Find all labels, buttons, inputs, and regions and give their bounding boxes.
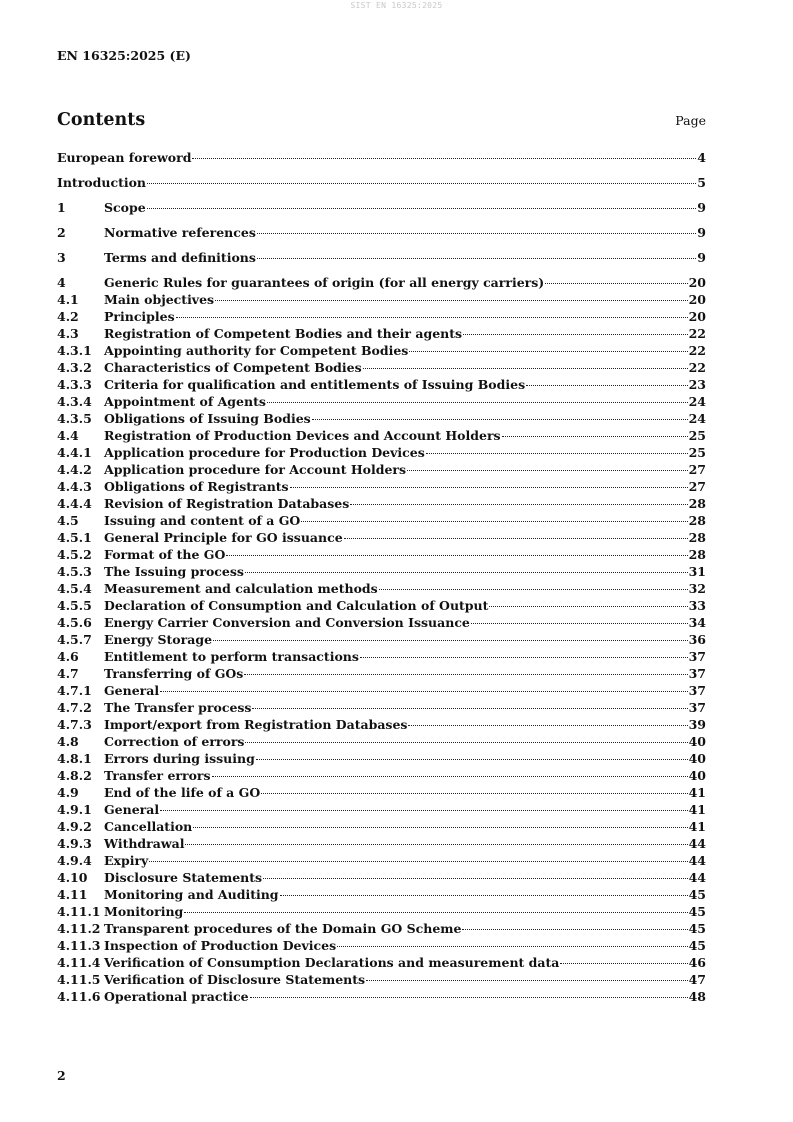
toc-section-number: 4.11.2 bbox=[57, 921, 101, 936]
toc-section-number: 4.7.2 bbox=[57, 700, 92, 715]
toc-dot-leader bbox=[489, 606, 687, 607]
toc-section-number: 4.5.4 bbox=[57, 581, 92, 596]
toc-page-number: 22 bbox=[688, 360, 706, 375]
toc-dot-leader bbox=[226, 555, 687, 556]
toc-page-number: 44 bbox=[688, 836, 706, 851]
toc-section-number: 4.5.2 bbox=[57, 547, 92, 562]
toc-section-title: Application procedure for Production Devices bbox=[104, 445, 425, 460]
toc-dot-leader bbox=[462, 929, 687, 930]
toc-entry[interactable] bbox=[57, 920, 706, 937]
toc-dot-leader bbox=[192, 158, 696, 159]
toc-page-number: 36 bbox=[688, 632, 706, 647]
toc-dot-leader bbox=[244, 674, 687, 675]
toc-section-number: 4.9 bbox=[57, 785, 79, 800]
toc-entry[interactable] bbox=[57, 546, 706, 563]
toc-section-number: 4.5.1 bbox=[57, 530, 92, 545]
toc-dot-leader bbox=[261, 793, 687, 794]
toc-dot-leader bbox=[213, 640, 688, 641]
toc-dot-leader bbox=[263, 878, 688, 879]
toc-section-number: 4.5 bbox=[57, 513, 79, 528]
toc-dot-leader bbox=[256, 759, 688, 760]
toc-section-number: 4.3.5 bbox=[57, 411, 92, 426]
toc-entry[interactable] bbox=[57, 359, 706, 376]
toc-dot-leader bbox=[545, 283, 687, 284]
toc-dot-leader bbox=[149, 861, 687, 862]
toc-dot-leader bbox=[409, 351, 687, 352]
toc-section-title: Normative references bbox=[104, 225, 256, 240]
toc-section-title: Main objectives bbox=[104, 292, 215, 307]
toc-section-number: 4.11 bbox=[57, 887, 88, 902]
toc-section-number: 4.9.3 bbox=[57, 836, 92, 851]
toc-dot-leader bbox=[379, 589, 688, 590]
toc-entry[interactable] bbox=[57, 308, 706, 325]
toc-entry[interactable] bbox=[57, 376, 706, 393]
toc-dot-leader bbox=[245, 572, 688, 573]
toc-page-number: 40 bbox=[688, 734, 706, 749]
toc-section-title: Verification of Disclosure Statements bbox=[104, 972, 366, 987]
toc-page-number: 41 bbox=[688, 785, 706, 800]
toc-section-title: Withdrawal bbox=[104, 836, 185, 851]
toc-section-title: Energy Storage bbox=[104, 632, 213, 647]
toc-section-number: 4.3.2 bbox=[57, 360, 92, 375]
toc-page-number: 37 bbox=[688, 683, 706, 698]
toc-page-number: 41 bbox=[688, 819, 706, 834]
toc-dot-leader bbox=[184, 912, 687, 913]
toc-entry[interactable] bbox=[57, 801, 706, 818]
toc-dot-leader bbox=[257, 233, 696, 234]
toc-entry[interactable] bbox=[57, 461, 706, 478]
toc-section-number: 4.8.1 bbox=[57, 751, 92, 766]
toc-entry[interactable] bbox=[57, 699, 706, 716]
toc-entry[interactable] bbox=[57, 631, 706, 648]
toc-entry[interactable] bbox=[57, 274, 706, 291]
toc-page-number: 20 bbox=[688, 275, 706, 290]
toc-dot-leader bbox=[257, 258, 696, 259]
toc-page-number: 47 bbox=[688, 972, 706, 987]
toc-section-title: General Principle for GO issuance bbox=[104, 530, 343, 545]
toc-page-number: 23 bbox=[688, 377, 706, 392]
table-of-contents bbox=[57, 149, 706, 1005]
contents-title: Contents bbox=[57, 110, 146, 130]
toc-page-number: 31 bbox=[688, 564, 706, 579]
toc-dot-leader bbox=[147, 208, 697, 209]
toc-section-title: Correction of errors bbox=[104, 734, 245, 749]
toc-entry[interactable] bbox=[57, 818, 706, 835]
toc-section-number: 4.11.3 bbox=[57, 938, 101, 953]
toc-page-number: 37 bbox=[688, 649, 706, 664]
toc-section-title: Registration of Production Devices and Account Holders bbox=[104, 428, 501, 443]
toc-entry[interactable] bbox=[57, 733, 706, 750]
toc-entry[interactable] bbox=[57, 529, 706, 546]
toc-section-number: 4.4.1 bbox=[57, 445, 92, 460]
toc-page-number: 25 bbox=[688, 428, 706, 443]
toc-page-number: 24 bbox=[688, 394, 706, 409]
toc-section-title: Characteristics of Competent Bodies bbox=[104, 360, 362, 375]
toc-dot-leader bbox=[502, 436, 688, 437]
toc-dot-leader bbox=[426, 453, 688, 454]
toc-section-title: Generic Rules for guarantees of origin (for all energy carriers) bbox=[104, 275, 545, 290]
toc-section-number: 4.5.3 bbox=[57, 564, 92, 579]
toc-page-number: 28 bbox=[688, 496, 706, 511]
toc-entry[interactable] bbox=[57, 682, 706, 699]
toc-section-number: 4.11.4 bbox=[57, 955, 101, 970]
toc-section-number: 4.8.2 bbox=[57, 768, 92, 783]
toc-entry[interactable] bbox=[57, 937, 706, 954]
toc-entry[interactable] bbox=[57, 224, 706, 241]
toc-section-title: Verification of Consumption Declarations and measurement data bbox=[104, 955, 560, 970]
toc-section-title: Measurement and calculation methods bbox=[104, 581, 378, 596]
toc-section-number: 4.4 bbox=[57, 428, 79, 443]
toc-page-number: 22 bbox=[688, 326, 706, 341]
toc-page-number: 27 bbox=[688, 479, 706, 494]
toc-section-title: Transparent procedures of the Domain GO Scheme bbox=[104, 921, 462, 936]
toc-section-title: Monitoring and Auditing bbox=[104, 887, 279, 902]
toc-entry[interactable] bbox=[57, 199, 706, 216]
toc-entry[interactable] bbox=[57, 954, 706, 971]
toc-section-title: Terms and definitions bbox=[104, 250, 256, 265]
toc-page-number: 4 bbox=[697, 150, 706, 165]
contents-heading bbox=[57, 110, 706, 130]
toc-dot-leader bbox=[360, 657, 688, 658]
toc-section-number: 4.6 bbox=[57, 649, 79, 664]
toc-section-number: 4.3.3 bbox=[57, 377, 92, 392]
toc-section-title: Disclosure Statements bbox=[104, 870, 263, 885]
toc-page-number: 45 bbox=[688, 921, 706, 936]
toc-section-title: Transfer errors bbox=[104, 768, 211, 783]
toc-section-number: 4.9.2 bbox=[57, 819, 92, 834]
toc-section-number: 3 bbox=[57, 250, 66, 265]
toc-page-number: 41 bbox=[688, 802, 706, 817]
watermark: SIST EN 16325:2025 bbox=[350, 1, 443, 10]
toc-section-title: Errors during issuing bbox=[104, 751, 255, 766]
toc-entry[interactable] bbox=[57, 149, 706, 166]
toc-section-title: European foreword bbox=[57, 150, 192, 165]
toc-section-number: 4.9.1 bbox=[57, 802, 92, 817]
toc-page-number: 33 bbox=[688, 598, 706, 613]
toc-entry[interactable] bbox=[57, 886, 706, 903]
toc-section-number: 4.10 bbox=[57, 870, 88, 885]
toc-section-number: 2 bbox=[57, 225, 66, 240]
toc-section-number: 4.5.6 bbox=[57, 615, 92, 630]
toc-dot-leader bbox=[212, 776, 688, 777]
toc-section-title: Cancellation bbox=[104, 819, 193, 834]
toc-page-number: 5 bbox=[697, 175, 706, 190]
toc-dot-leader bbox=[366, 980, 688, 981]
toc-section-title: Transferring of GOs bbox=[104, 666, 244, 681]
toc-dot-leader bbox=[301, 521, 687, 522]
toc-section-number: 4.2 bbox=[57, 309, 79, 324]
toc-page-number: 37 bbox=[688, 700, 706, 715]
toc-section-number: 1 bbox=[57, 200, 66, 215]
toc-entry[interactable] bbox=[57, 767, 706, 784]
toc-page-number: 45 bbox=[688, 938, 706, 953]
toc-dot-leader bbox=[526, 385, 687, 386]
toc-section-number: 4.4.3 bbox=[57, 479, 92, 494]
toc-dot-leader bbox=[185, 844, 687, 845]
toc-dot-leader bbox=[280, 895, 688, 896]
toc-dot-leader bbox=[147, 183, 696, 184]
toc-section-title: Energy Carrier Conversion and Conversion Issuance bbox=[104, 615, 470, 630]
toc-entry[interactable] bbox=[57, 750, 706, 767]
toc-entry[interactable] bbox=[57, 393, 706, 410]
toc-page-number: 34 bbox=[688, 615, 706, 630]
toc-page-number: 9 bbox=[697, 250, 706, 265]
toc-entry[interactable] bbox=[57, 614, 706, 631]
toc-section-title: Revision of Registration Databases bbox=[104, 496, 350, 511]
toc-entry[interactable] bbox=[57, 665, 706, 682]
toc-section-title: Obligations of Registrants bbox=[104, 479, 289, 494]
toc-section-number: 4.3.4 bbox=[57, 394, 92, 409]
toc-section-number: 4.4.2 bbox=[57, 462, 92, 477]
toc-entry[interactable] bbox=[57, 410, 706, 427]
toc-dot-leader bbox=[471, 623, 688, 624]
toc-section-number: 4.1 bbox=[57, 292, 79, 307]
toc-section-number: 4.5.7 bbox=[57, 632, 92, 647]
toc-section-title: The Issuing process bbox=[104, 564, 244, 579]
toc-section-title: End of the life of a GO bbox=[104, 785, 261, 800]
toc-entry[interactable] bbox=[57, 580, 706, 597]
toc-section-number: 4.11.5 bbox=[57, 972, 101, 987]
toc-page-number: 48 bbox=[688, 989, 706, 1004]
toc-entry[interactable] bbox=[57, 174, 706, 191]
document-id: EN 16325:2025 (E) bbox=[57, 48, 191, 63]
toc-dot-leader bbox=[408, 725, 687, 726]
toc-dot-leader bbox=[363, 368, 688, 369]
toc-dot-leader bbox=[160, 810, 687, 811]
toc-entry[interactable] bbox=[57, 648, 706, 665]
toc-dot-leader bbox=[245, 742, 687, 743]
toc-section-number: 4.7.3 bbox=[57, 717, 92, 732]
toc-page-number: 45 bbox=[688, 887, 706, 902]
toc-page-number: 32 bbox=[688, 581, 706, 596]
toc-page-number: 44 bbox=[688, 870, 706, 885]
toc-page-number: 46 bbox=[688, 955, 706, 970]
toc-page-number: 28 bbox=[688, 547, 706, 562]
toc-section-title: Principles bbox=[104, 309, 175, 324]
toc-dot-leader bbox=[312, 419, 688, 420]
toc-entry[interactable] bbox=[57, 835, 706, 852]
toc-page-number: 9 bbox=[697, 225, 706, 240]
toc-page-number: 37 bbox=[688, 666, 706, 681]
toc-page-number: 20 bbox=[688, 309, 706, 324]
toc-entry[interactable] bbox=[57, 716, 706, 733]
toc-entry[interactable] bbox=[57, 495, 706, 512]
toc-page-number: 20 bbox=[688, 292, 706, 307]
toc-dot-leader bbox=[160, 691, 687, 692]
toc-section-number: 4.7.1 bbox=[57, 683, 92, 698]
toc-entry[interactable] bbox=[57, 597, 706, 614]
toc-entry[interactable] bbox=[57, 971, 706, 988]
toc-page-number: 22 bbox=[688, 343, 706, 358]
toc-section-title: Import/export from Registration Databases bbox=[104, 717, 408, 732]
toc-section-number: 4.5.5 bbox=[57, 598, 92, 613]
toc-section-number: 4.7 bbox=[57, 666, 79, 681]
toc-section-title: Scope bbox=[104, 200, 146, 215]
toc-page-number: 27 bbox=[688, 462, 706, 477]
toc-dot-leader bbox=[176, 317, 688, 318]
toc-dot-leader bbox=[290, 487, 688, 488]
toc-section-title: Introduction bbox=[57, 175, 147, 190]
toc-entry[interactable] bbox=[57, 869, 706, 886]
toc-page-number: 44 bbox=[688, 853, 706, 868]
toc-entry[interactable] bbox=[57, 563, 706, 580]
toc-section-title: Obligations of Issuing Bodies bbox=[104, 411, 311, 426]
toc-entry[interactable] bbox=[57, 478, 706, 495]
toc-page-number: 28 bbox=[688, 530, 706, 545]
toc-dot-leader bbox=[560, 963, 687, 964]
toc-section-title: Issuing and content of a GO bbox=[104, 513, 301, 528]
toc-section-title: Declaration of Consumption and Calculation of Output bbox=[104, 598, 489, 613]
toc-section-title: Appointment of Agents bbox=[104, 394, 266, 409]
toc-section-title: Format of the GO bbox=[104, 547, 226, 562]
toc-section-title: Monitoring bbox=[104, 904, 184, 919]
toc-section-title: Appointing authority for Competent Bodies bbox=[104, 343, 409, 358]
toc-dot-leader bbox=[193, 827, 687, 828]
toc-page-number: 24 bbox=[688, 411, 706, 426]
toc-entry[interactable] bbox=[57, 444, 706, 461]
toc-section-number: 4.11.6 bbox=[57, 989, 101, 1004]
toc-page-number: 40 bbox=[688, 768, 706, 783]
toc-entry[interactable] bbox=[57, 325, 706, 342]
toc-entry[interactable] bbox=[57, 988, 706, 1005]
toc-entry[interactable] bbox=[57, 852, 706, 869]
toc-section-title: The Transfer process bbox=[104, 700, 252, 715]
toc-entry[interactable] bbox=[57, 427, 706, 444]
page-number: 2 bbox=[57, 1068, 66, 1083]
toc-section-number: 4 bbox=[57, 275, 66, 290]
toc-section-title: Criteria for qualification and entitlements of Issuing Bodies bbox=[104, 377, 526, 392]
toc-page-number: 28 bbox=[688, 513, 706, 528]
toc-section-number: 4.9.4 bbox=[57, 853, 92, 868]
toc-section-title: Application procedure for Account Holders bbox=[104, 462, 407, 477]
toc-entry[interactable] bbox=[57, 249, 706, 266]
toc-section-number: 4.11.1 bbox=[57, 904, 101, 919]
toc-dot-leader bbox=[250, 997, 688, 998]
toc-dot-leader bbox=[463, 334, 688, 335]
toc-page-number: 25 bbox=[688, 445, 706, 460]
toc-section-title: Operational practice bbox=[104, 989, 249, 1004]
toc-dot-leader bbox=[215, 300, 688, 301]
toc-entry[interactable] bbox=[57, 342, 706, 359]
toc-page-number: 45 bbox=[688, 904, 706, 919]
toc-section-number: 4.8 bbox=[57, 734, 79, 749]
toc-page-number: 39 bbox=[688, 717, 706, 732]
toc-page-number: 9 bbox=[697, 200, 706, 215]
toc-section-title: General bbox=[104, 683, 160, 698]
toc-section-title: Expiry bbox=[104, 853, 149, 868]
toc-dot-leader bbox=[337, 946, 687, 947]
toc-section-title: Inspection of Production Devices bbox=[104, 938, 337, 953]
toc-section-number: 4.3.1 bbox=[57, 343, 92, 358]
toc-dot-leader bbox=[407, 470, 688, 471]
toc-dot-leader bbox=[350, 504, 687, 505]
toc-dot-leader bbox=[267, 402, 688, 403]
toc-section-title: Entitlement to perform transactions bbox=[104, 649, 359, 664]
page-column-label: Page bbox=[675, 113, 706, 128]
toc-entry[interactable] bbox=[57, 784, 706, 801]
toc-section-title: General bbox=[104, 802, 160, 817]
toc-dot-leader bbox=[344, 538, 688, 539]
toc-section-title: Registration of Competent Bodies and their agents bbox=[104, 326, 463, 341]
toc-entry[interactable] bbox=[57, 903, 706, 920]
toc-dot-leader bbox=[252, 708, 687, 709]
toc-page-number: 40 bbox=[688, 751, 706, 766]
toc-entry[interactable] bbox=[57, 291, 706, 308]
toc-section-number: 4.3 bbox=[57, 326, 79, 341]
toc-entry[interactable] bbox=[57, 512, 706, 529]
toc-section-number: 4.4.4 bbox=[57, 496, 92, 511]
